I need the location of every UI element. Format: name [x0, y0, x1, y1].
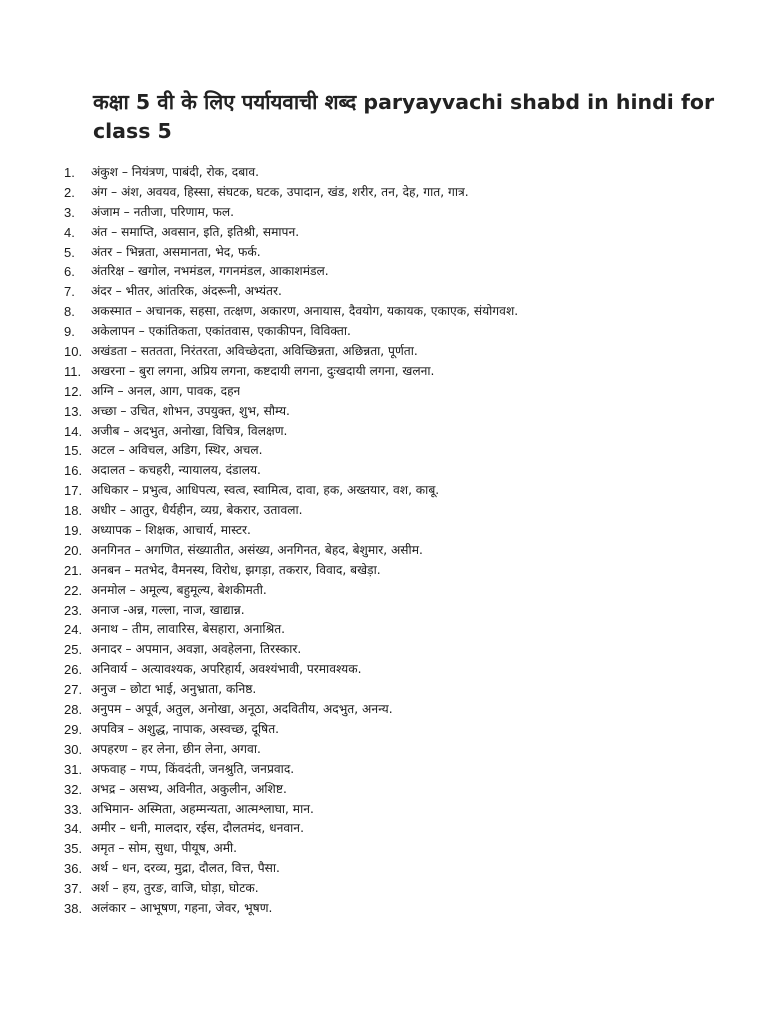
list-item-number: 28.: [64, 702, 83, 718]
list-item: [64, 700, 744, 720]
list-item-text: अधिकार – प्रभुत्व, आधिपत्य, स्वत्व, स्वामित्व, दावा, हक, अख्तयार, वश, काबू.: [91, 483, 440, 498]
list-item-text: अंतर – भिन्नता, असमानता, भेद, फर्क.: [91, 244, 261, 259]
list-item-text: अजीब – अदभुत, अनोखा, विचित्र, विलक्षण.: [91, 423, 288, 438]
list-item-number: 15.: [64, 443, 83, 459]
list-item-number: 27.: [64, 682, 83, 698]
list-item: [64, 461, 744, 481]
list-item-number: 23.: [64, 602, 83, 618]
list-item: [64, 183, 744, 203]
list-item-text: अभिमान- अस्मिता, अहम्मन्यता, आत्मश्लाघा, मान.: [91, 801, 314, 816]
list-item-text: अनगिनत – अगणित, संख्यातीत, असंख्य, अनगिनत, बेहद, बेशुमार, असीम.: [91, 542, 423, 557]
list-item-number: 22.: [64, 582, 83, 598]
list-item: [64, 342, 744, 362]
list-item-number: 30.: [64, 741, 83, 757]
list-item-text: अधीर – आतुर, धैर्यहीन, व्यग्र, बेकरार, उतावला.: [91, 503, 303, 518]
list-item-number: 18.: [64, 503, 83, 519]
list-item: [64, 422, 744, 442]
list-item-number: 19.: [64, 523, 83, 539]
list-item-number: 1.: [64, 165, 75, 180]
list-item-text: अर्थ – धन, दरव्य, मुद्रा, दौलत, वित्त, पैसा.: [91, 861, 280, 876]
list-item: [64, 282, 744, 302]
list-item-text: अफवाह – गप्प, किंवदंती, जनश्रुति, जनप्रवाद.: [91, 761, 295, 776]
list-item-number: 25.: [64, 642, 83, 658]
list-item-number: 26.: [64, 662, 83, 678]
list-item-number: 20.: [64, 542, 83, 558]
list-item-text: अकेलापन – एकांतिकता, एकांतवास, एकाकीपन, विविक्ता.: [91, 324, 351, 339]
list-item-number: 33.: [64, 801, 83, 817]
list-item-text: अखंडता – सततता, निरंतरता, अविच्छेदता, अविच्छिन्नता, अछिन्नता, पूर्णता.: [91, 344, 418, 359]
document-title: कक्षा 5 वी के लिए पर्यायवाची शब्द paryayvachi shabd in hindi for class 5: [93, 90, 715, 143]
list-item-text: अर्श – हय, तुरङ, वाजि, घोड़ा, घोटक.: [91, 881, 259, 896]
list-item-text: अंकुश – नियंत्रण, पाबंदी, रोक, दबाव.: [91, 165, 259, 179]
list-item-text: अध्यापक – शिक्षक, आचार्य, मास्टर.: [91, 523, 251, 538]
list-item-number: 12.: [64, 383, 83, 399]
list-item-text: अनुपम – अपूर्व, अतुल, अनोखा, अनूठा, अदवितीय, अदभुत, अनन्य.: [91, 702, 393, 717]
list-item-text: अंजाम – नतीजा, परिणाम, फल.: [91, 204, 235, 219]
list-item: [64, 839, 744, 859]
list-item-text: अलंकार – आभूषण, गहना, जेवर, भूषण.: [91, 900, 273, 915]
list-item-text: अंत – समाप्ति, अवसान, इति, इतिश्री, समापन.: [91, 224, 300, 239]
list-item-number: 38.: [64, 900, 83, 916]
list-item: [64, 481, 744, 501]
list-item: [64, 302, 744, 322]
list-item: [64, 402, 744, 422]
list-item-number: 17.: [64, 483, 83, 499]
list-item-number: 11.: [64, 363, 82, 379]
list-item: [64, 501, 744, 521]
list-item: [64, 740, 744, 760]
list-item: [64, 262, 744, 282]
list-item-text: अपवित्र – अशुद्ध, नापाक, अस्वच्छ, दूषित.: [91, 721, 280, 736]
synonym-list: [64, 163, 744, 919]
list-item-text: अच्छा – उचित, शोभन, उपयुक्त, शुभ, सौम्य.: [91, 403, 290, 418]
list-item-number: 37.: [64, 881, 83, 897]
list-item: [64, 581, 744, 601]
list-item: [64, 640, 744, 660]
list-item-text: अनिवार्य – अत्यावश्यक, अपरिहार्य, अवश्यंभावी, परमावश्यक.: [91, 662, 362, 677]
list-item-number: 36.: [64, 861, 83, 877]
list-item-text: अनुज – छोटा भाई, अनुभ्राता, कनिष्ठ.: [91, 682, 257, 697]
list-item-text: अंदर – भीतर, आंतरिक, अंदरूनी, अभ्यंतर.: [91, 284, 282, 299]
list-item-text: अमृत – सोम, सुधा, पीयूष, अमी.: [91, 841, 238, 856]
list-item-text: अभद्र – असभ्य, अविनीत, अकुलीन, अशिष्ट.: [91, 781, 287, 796]
list-item: [64, 601, 744, 621]
list-item: [64, 660, 744, 680]
list-item: [64, 879, 744, 899]
list-item: [64, 223, 744, 243]
list-item-number: 35.: [64, 841, 83, 857]
list-item: [64, 720, 744, 740]
list-item-number: 2.: [64, 184, 75, 200]
list-item-number: 14.: [64, 423, 83, 439]
list-item-number: 3.: [64, 204, 75, 220]
list-item-number: 32.: [64, 781, 83, 797]
list-item-text: अटल – अविचल, अडिग, स्थिर, अचल.: [91, 443, 263, 458]
list-item: [64, 620, 744, 640]
list-item-text: अंग – अंश, अवयव, हिस्सा, संघटक, घटक, उपादान, खंड, शरीर, तन, देह, गात, गात्र.: [91, 184, 469, 199]
list-item-text: अग्नि – अनल, आग, पावक, दहन: [91, 383, 241, 398]
list-item: [64, 800, 744, 820]
list-item-text: अनादर – अपमान, अवज्ञा, अवहेलना, तिरस्कार.: [91, 642, 302, 657]
list-item: [64, 899, 744, 919]
list-item-text: अनाथ – तीम, लावारिस, बेसहारा, अनाश्रित.: [91, 622, 286, 637]
list-item: [64, 680, 744, 700]
list-item: [64, 382, 744, 402]
list-item: [64, 203, 744, 223]
list-item: [64, 859, 744, 879]
list-item-number: 31.: [64, 761, 83, 777]
list-item: [64, 760, 744, 780]
list-item-number: 16.: [64, 463, 83, 479]
list-item: [64, 561, 744, 581]
list-item: [64, 521, 744, 541]
list-item-number: 5.: [64, 244, 75, 260]
list-item: [64, 819, 744, 839]
list-item-number: 4.: [64, 224, 75, 240]
list-item: [64, 243, 744, 263]
list-item-number: 8.: [64, 304, 75, 320]
list-item-number: 24.: [64, 622, 83, 638]
list-item-number: 21.: [64, 562, 83, 578]
list-item-text: अपहरण – हर लेना, छीन लेना, अगवा.: [91, 741, 261, 756]
list-item: [64, 163, 744, 183]
list-item-number: 29.: [64, 721, 83, 737]
list-item-text: अनाज -अन्न, गल्ला, नाज, खाद्यान्न.: [91, 602, 245, 617]
list-item-text: अनमोल – अमूल्य, बहुमूल्य, बेशकीमती.: [91, 582, 267, 597]
list-item-text: अनबन – मतभेद, वैमनस्य, विरोध, झगड़ा, तकरार, विवाद, बखेड़ा.: [91, 562, 381, 577]
list-item-number: 6.: [64, 264, 75, 280]
list-item-number: 9.: [64, 324, 75, 340]
list-item-text: अमीर – धनी, मालदार, रईस, दौलतमंद, धनवान.: [91, 821, 304, 836]
list-item-text: अखरना – बुरा लगना, अप्रिय लगना, कष्टदायी लगना, दुःखदायी लगना, खलना.: [91, 363, 435, 378]
list-item-number: 10.: [64, 344, 83, 360]
list-item: [64, 541, 744, 561]
list-item-text: अंतरिक्ष – खगोल, नभमंडल, गगनमंडल, आकाशमंडल.: [91, 264, 329, 279]
list-item-text: अकस्मात – अचानक, सहसा, तत्क्षण, अकारण, अनायास, दैवयोग, यकायक, एकाएक, संयोगवश.: [91, 304, 519, 319]
list-item-text: अदालत – कचहरी, न्यायालय, दंडालय.: [91, 463, 261, 478]
list-item: [64, 780, 744, 800]
list-item: [64, 441, 744, 461]
list-item-number: 7.: [64, 284, 75, 300]
list-item: [64, 322, 744, 342]
list-item-number: 13.: [64, 403, 83, 419]
list-item-number: 34.: [64, 821, 83, 837]
list-item: [64, 362, 744, 382]
